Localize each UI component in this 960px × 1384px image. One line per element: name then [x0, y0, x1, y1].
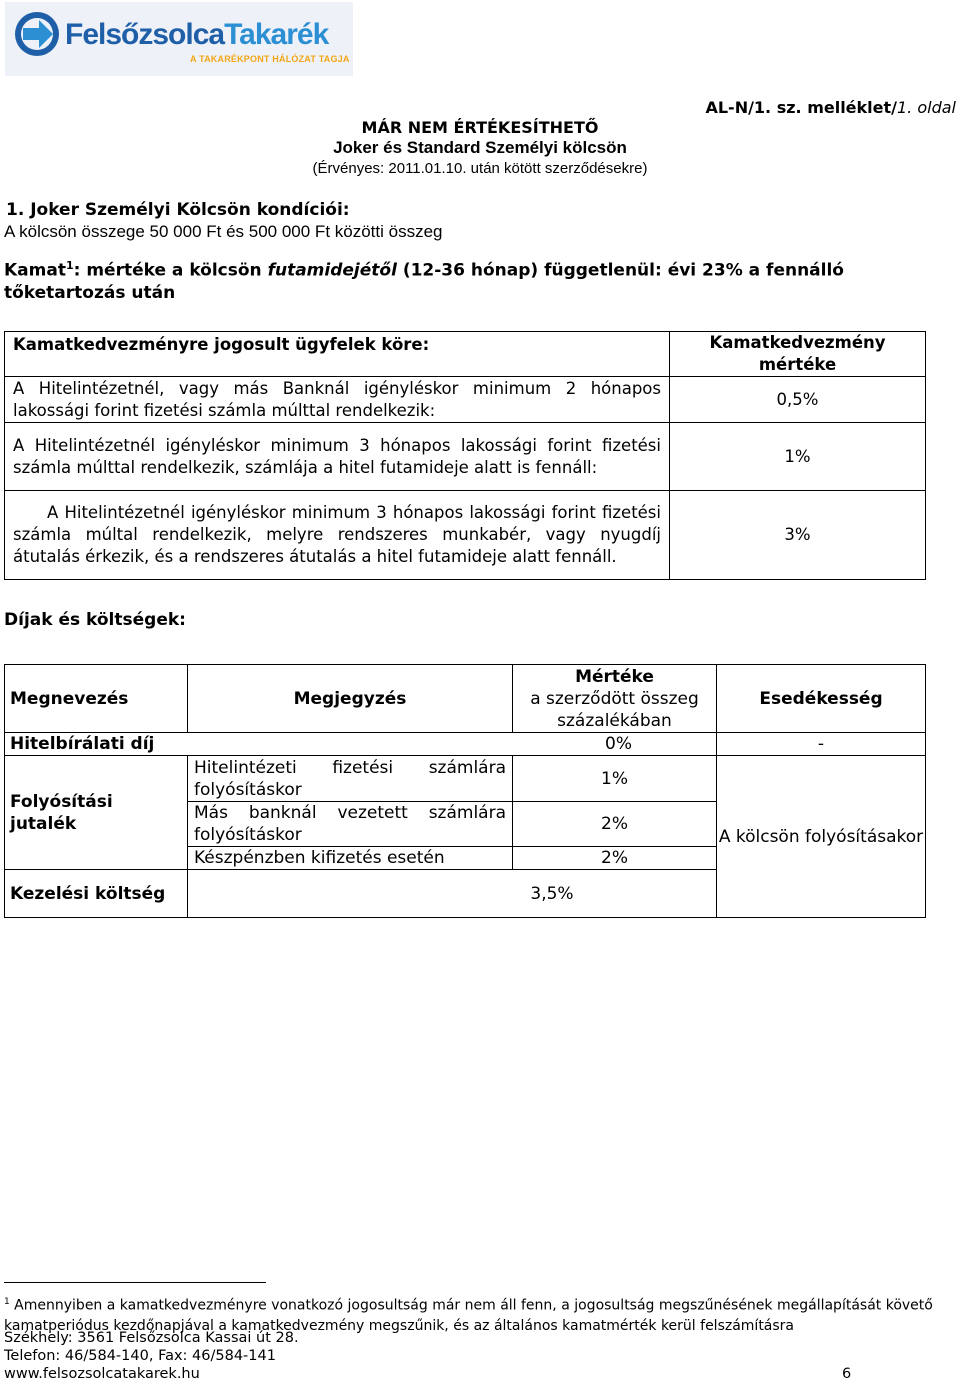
discount-header-right: Kamatkedvezmény mértéke [670, 332, 926, 377]
logo-name [65, 18, 328, 52]
title-not-sold: MÁR NEM ÉRTÉKESÍTHETŐ [361, 118, 599, 137]
fee-name: Hitelbírálati díj [5, 733, 188, 756]
annex-code: AL-N/1. sz. melléklet/ [705, 98, 897, 117]
interest-term-word: futamidejétől [267, 260, 397, 281]
col-header-rate-bold: Mértéke [575, 666, 654, 687]
discount-condition: A Hitelintézetnél, vagy más Banknál igényléskor minimum 2 hónapos lakossági forint fizetési számla múlttal rendelkezik: [5, 377, 670, 423]
table-row [5, 733, 926, 756]
footer-address: Székhely: 3561 Felsőzsolca Kassai út 28. [4, 1330, 299, 1346]
footer-phone: Telefon: 46/584-140, Fax: 46/584-141 [4, 1348, 276, 1364]
discount-header-left: Kamatkedvezményre jogosult ügyfelek köre: [5, 332, 670, 377]
fee-note: Más banknál vezetett számlára folyósításkor [188, 802, 513, 847]
col-header-rate [513, 665, 717, 733]
fee-note: Készpénzben kifizetés esetén [188, 847, 513, 870]
title-product: Joker és Standard Személyi kölcsön [333, 138, 627, 157]
fee-due: A kölcsön folyósításakor [717, 756, 926, 918]
logo-tagline: A TAKARÉKPONT HÁLÓZAT TAGJA [190, 54, 350, 64]
interest-text [4, 255, 934, 304]
fee-rate: 2% [513, 802, 717, 847]
discount-condition: A Hitelintézetnél igényléskor minimum 3 hónapos lakossági forint fizetési számla múltal rendelkezik, melyre rendszeres munkabér, vagy nyugdíj átutalás érkezik, és a rendszeres átutalás a hitel futamideje alatt fennáll. [5, 491, 670, 580]
fee-name: Kezelési költség [5, 870, 188, 918]
col-header-note: Megjegyzés [188, 665, 513, 733]
fee-rate: 2% [513, 847, 717, 870]
footnote-divider [4, 1282, 266, 1283]
table-row [5, 377, 926, 423]
logo-arrow-icon [13, 10, 61, 58]
discount-rate: 3% [670, 491, 926, 580]
fee-rate: 1% [513, 756, 717, 802]
annex-page: 1. oldal [897, 98, 956, 117]
col-header-name: Megnevezés [5, 665, 188, 733]
footnote-text: Amennyiben a kamatkedvezményre vonatkozó jogosultság már nem áll fenn, a jogosultság megszűnésének megállapítását követő kamatperiódus kezdőnapjával a kamatkedvezmény megszűnik, és az általános kamatmérték kerül felszámításra [4, 1297, 933, 1334]
discount-rate: 0,5% [670, 377, 926, 423]
table-row [5, 491, 926, 580]
fee-name: Folyósítási jutalék [5, 756, 188, 870]
logo-name-part2: Takarék [224, 18, 329, 51]
footnote-ref: 1 [65, 259, 74, 272]
discount-table [4, 331, 926, 580]
interest-label: Kamat [4, 260, 66, 281]
discount-rate: 1% [670, 423, 926, 491]
interest-post: (12-36 hónap) függetlenül: évi 23% a fennálló tőketartozás után [4, 260, 844, 303]
title-validity: (Érvényes: 2011.01.10. után kötött szerződésekre) [312, 160, 648, 177]
interest-pre: : mértéke a kölcsön [73, 260, 268, 281]
col-header-rate-rest: a szerződött összeg százalékában [530, 688, 699, 731]
logo-name-part1: Felsőzsolca [65, 18, 225, 51]
annex-reference [705, 98, 956, 117]
fee-rate: 0% [188, 733, 717, 756]
fees-heading: Díjak és költségek: [4, 610, 186, 630]
footnote-number: 1 [4, 1297, 10, 1307]
footer-website[interactable]: www.felsozsolcatakarek.hu [4, 1366, 200, 1382]
section-heading: 1. Joker Személyi Kölcsön kondíciói: [6, 200, 350, 220]
table-row [5, 423, 926, 491]
page-number: 6 [842, 1366, 852, 1382]
loan-amount-text: A kölcsön összege 50 000 Ft és 500 000 Ft közötti összeg [4, 222, 443, 241]
fee-rate: 3,5% [188, 870, 717, 918]
col-header-due: Esedékesség [717, 665, 926, 733]
bank-logo [5, 2, 353, 76]
table-header-row [5, 665, 926, 733]
fee-due: - [717, 733, 926, 756]
discount-condition: A Hitelintézetnél igényléskor minimum 3 hónapos lakossági forint fizetési számla múlttal rendelkezik, számlája a hitel futamideje alatt is fennáll: [5, 423, 670, 491]
fee-note: Hitelintézeti fizetési számlára folyósításkor [188, 756, 513, 802]
fees-table [4, 664, 926, 918]
table-row [5, 756, 926, 802]
